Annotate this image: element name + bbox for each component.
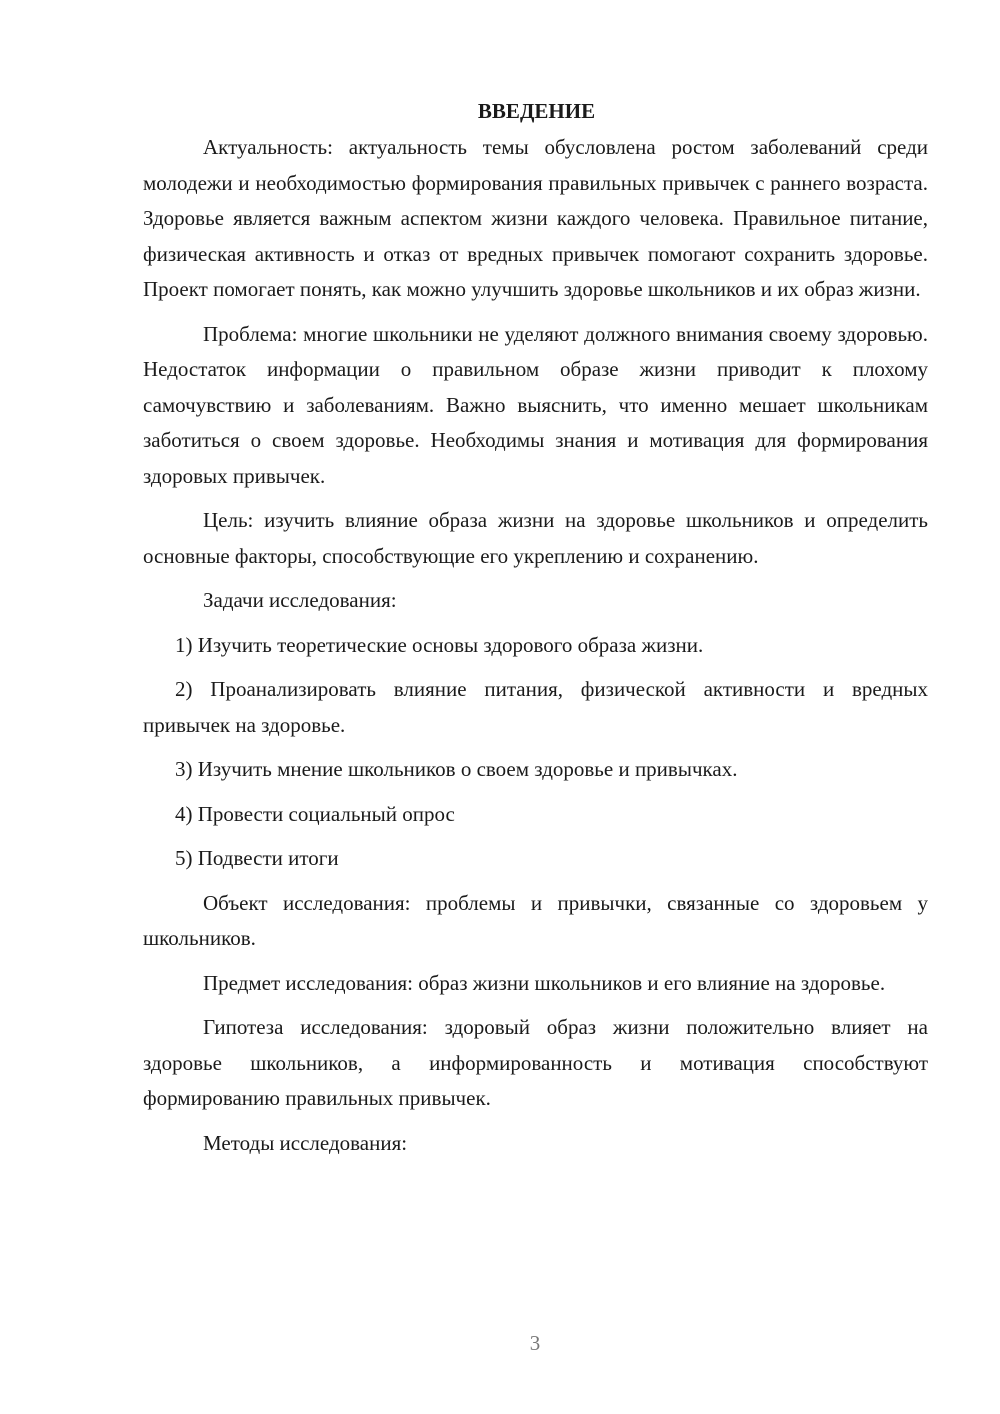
object-paragraph: Объект исследования: проблемы и привычки, связанные со здоровьем у школьников.	[143, 890, 928, 950]
task-item-3: 3) Изучить мнение школьников о своем здоровье и привычках.	[175, 757, 738, 781]
hypothesis-paragraph: Гипотеза исследования: здоровый образ жизни положительно влияет на здоровье школьников, а информированность и мотивация способствуют формированию правильных привычек.	[143, 1015, 928, 1110]
tasks-heading: Задачи исследования:	[203, 588, 397, 612]
document-body	[143, 96, 928, 1170]
page-number: 3	[529, 1331, 541, 1355]
subject-paragraph: Предмет исследования: образ жизни школьников и его влияние на здоровье.	[203, 970, 886, 995]
relevance-paragraph: Актуальность: актуальность темы обусловлена ростом заболеваний среди молодежи и необходимостью формирования правильных привычек с раннего возраста. Здоровье является важным аспектом жизни каждого человека. Правильное питание, физическая активность и отказ от вредных привычек помогают сохранить здоровье. Проект помогает понять, как можно улучшить здоровье школьников и их образ жизни.	[143, 135, 928, 301]
task-item-1: 1) Изучить теоретические основы здорового образа жизни.	[175, 632, 704, 657]
task-item-2: 2) Проанализировать влияние питания, физической активности и вредных привычек на здоровье.	[143, 677, 928, 737]
section-title: ВВЕДЕНИЕ	[477, 99, 596, 123]
task-item-5: 5) Подвести итоги	[175, 846, 339, 870]
task-item-4: 4) Провести социальный опрос	[175, 801, 455, 826]
problem-paragraph: Проблема: многие школьники не уделяют должного внимания своему здоровью. Недостаток информации о правильном образе жизни приводит к плохому самочувствию и заболеваниям. Важно выяснить, что именно мешает школьникам заботиться о своем здоровье. Необходимы знания и мотивация для формирования здоровых привычек.	[143, 321, 928, 488]
methods-heading: Методы исследования:	[203, 1130, 408, 1155]
goal-paragraph: Цель: изучить влияние образа жизни на здоровье школьников и определить основные факторы, способствующие его укреплению и сохранению.	[143, 508, 928, 568]
